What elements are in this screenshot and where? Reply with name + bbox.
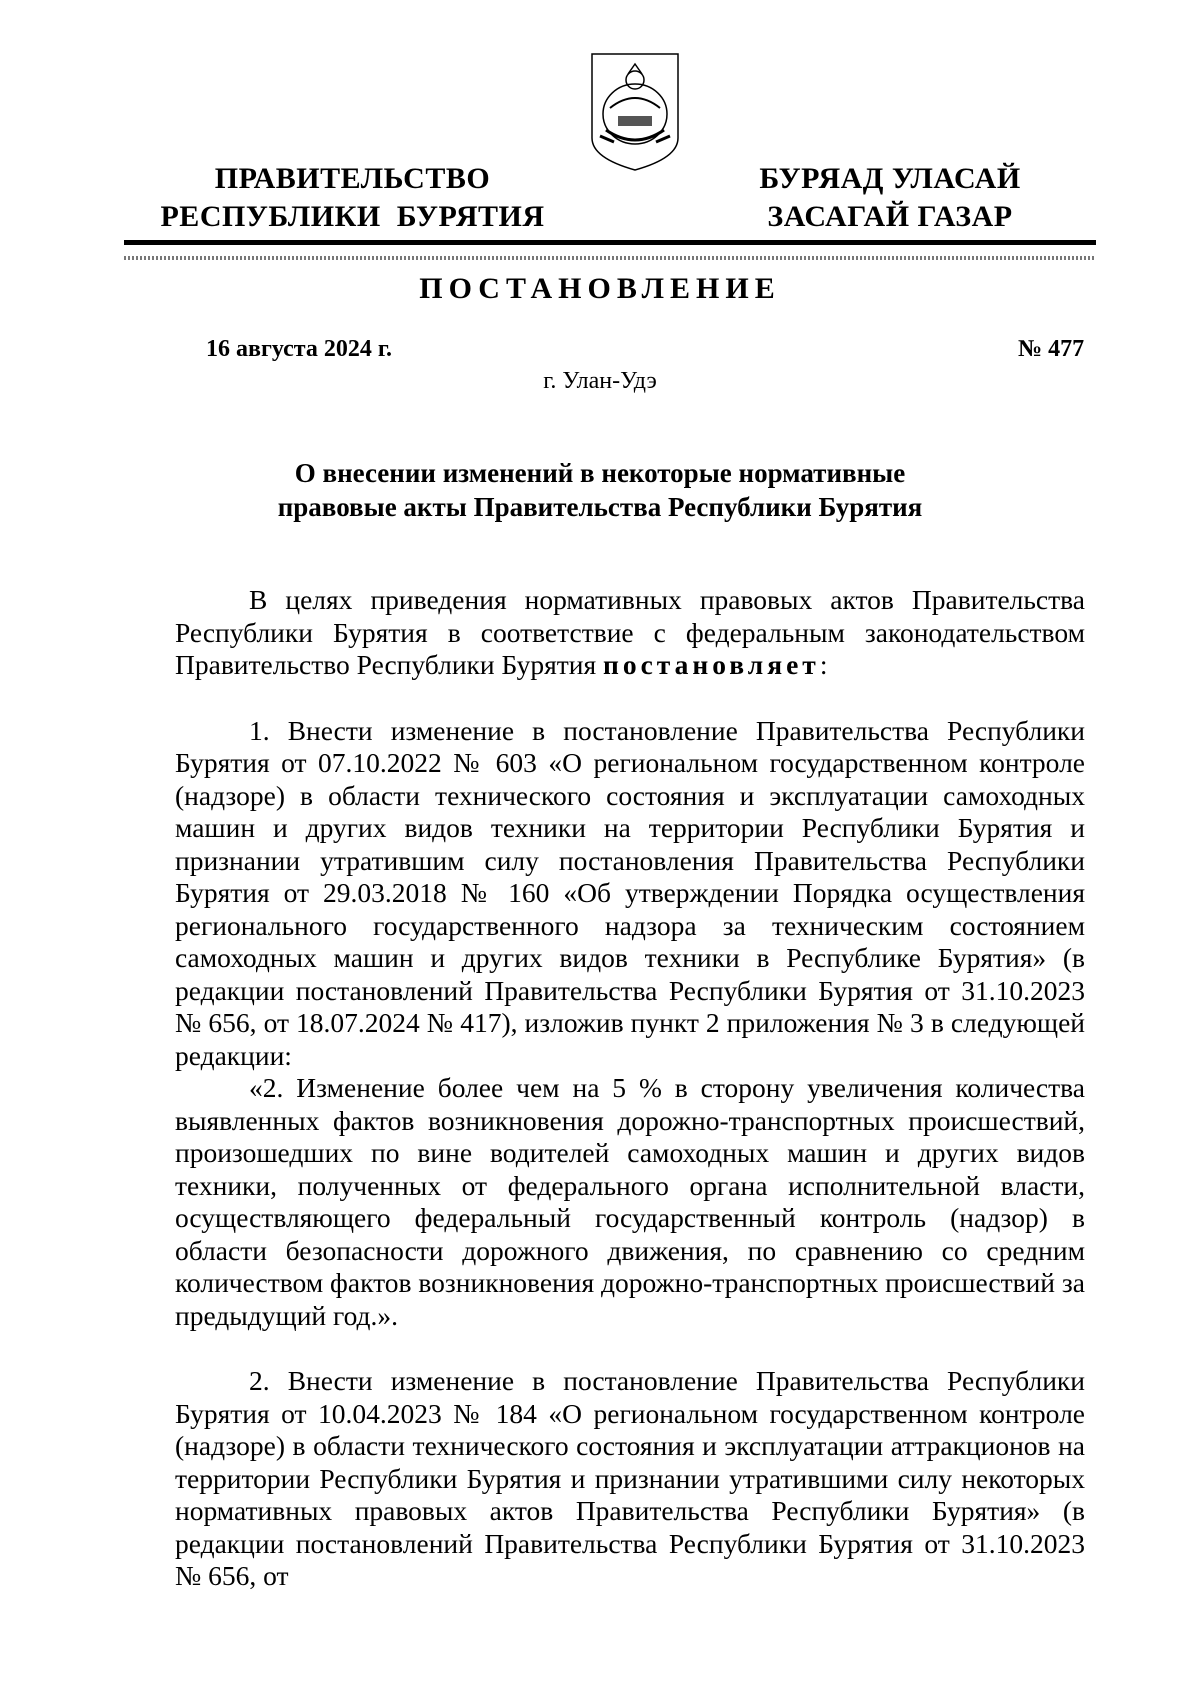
paragraph-1: 1. Внести изменение в постановление Правительства Республики Бурятия от 07.10.2022 № 603 «О региональном государственном контроле (надзоре) в области технического состояния и эксплуатации самоходных машин и других видов техники на территории Республики Бурятия и признании утратившим силу постановления Правительства Республики Бурятия от 29.03.2018 № 160 «Об утверждении Порядка осуществления регионального государственного надзора за техническим состоянием самоходных машин и других видов техники в Республике Бурятия» (в редакции постановлений Правительства Республики Бурятия от 31.10.2023 № 656, от 18.07.2024 № 417), изложив пункт 2 приложения № 3 в следующей редакции: <box>175 714 1085 1071</box>
document-body <box>175 584 1085 1593</box>
intro-text: В целях приведения нормативных правовых актов Правительства Республики Бурятия в соответствие с федеральным законодательством Правительство Республики Бурятия <box>175 584 1085 680</box>
paragraph-1-quote: «2. Изменение более чем на 5 % в сторону увеличения количества выявленных фактов возникновения дорожно-транспортных происшествий, произошедших по вине водителей самоходных машин и других видов техники, полученных от федерального органа исполнительной власти, осуществляющего федеральный государственный контроль (надзор) в области безопасности дорожного движения, по сравнению со средним количеством фактов возникновения дорожно-транспортных происшествий за предыдущий год.». <box>175 1072 1085 1331</box>
intro-end: : <box>819 649 828 680</box>
org-ru-line2: РЕСПУБЛИКИ БУРЯТИЯ <box>160 200 545 233</box>
document-date: 16 августа 2024 г. <box>206 336 393 362</box>
org-bua-line1: БУРЯАД УЛАСАЙ <box>759 162 1021 195</box>
header-rule-thick <box>124 240 1096 245</box>
org-bua-line2: ЗАСАГАЙ ГАЗАР <box>767 200 1013 233</box>
paragraph-2: 2. Внести изменение в постановление Правительства Республики Бурятия от 10.04.2023 № 184 «О региональном государственном контроле (надзоре) в области технического состояния и эксплуатации аттракционов на территории Республики Бурятия и признании утратившими силу некоторых нормативных правовых актов Правительства Республики Бурятия» (в редакции постановлений Правительства Республики Бурятия от 31.10.2023 № 656, от <box>175 1365 1085 1591</box>
document-title <box>200 456 1000 524</box>
org-name-russian <box>160 160 545 236</box>
document-number: № 477 <box>1018 336 1085 362</box>
header-rule-thin <box>124 256 1096 260</box>
intro-paragraph <box>175 584 1085 682</box>
title-line2: правовые акты Правительства Республики Бурятия <box>277 492 923 522</box>
resolves-word: постановляет <box>603 649 820 680</box>
title-line1: О внесении изменений в некоторые нормативные <box>294 458 906 488</box>
document-city: г. Улан-Удэ <box>543 368 657 394</box>
org-ru-line1: ПРАВИТЕЛЬСТВО <box>214 162 491 195</box>
document-type: ПОСТАНОВЛЕНИЕ <box>419 272 781 305</box>
coat-of-arms-icon <box>588 50 682 174</box>
org-name-buryat <box>742 160 1038 236</box>
